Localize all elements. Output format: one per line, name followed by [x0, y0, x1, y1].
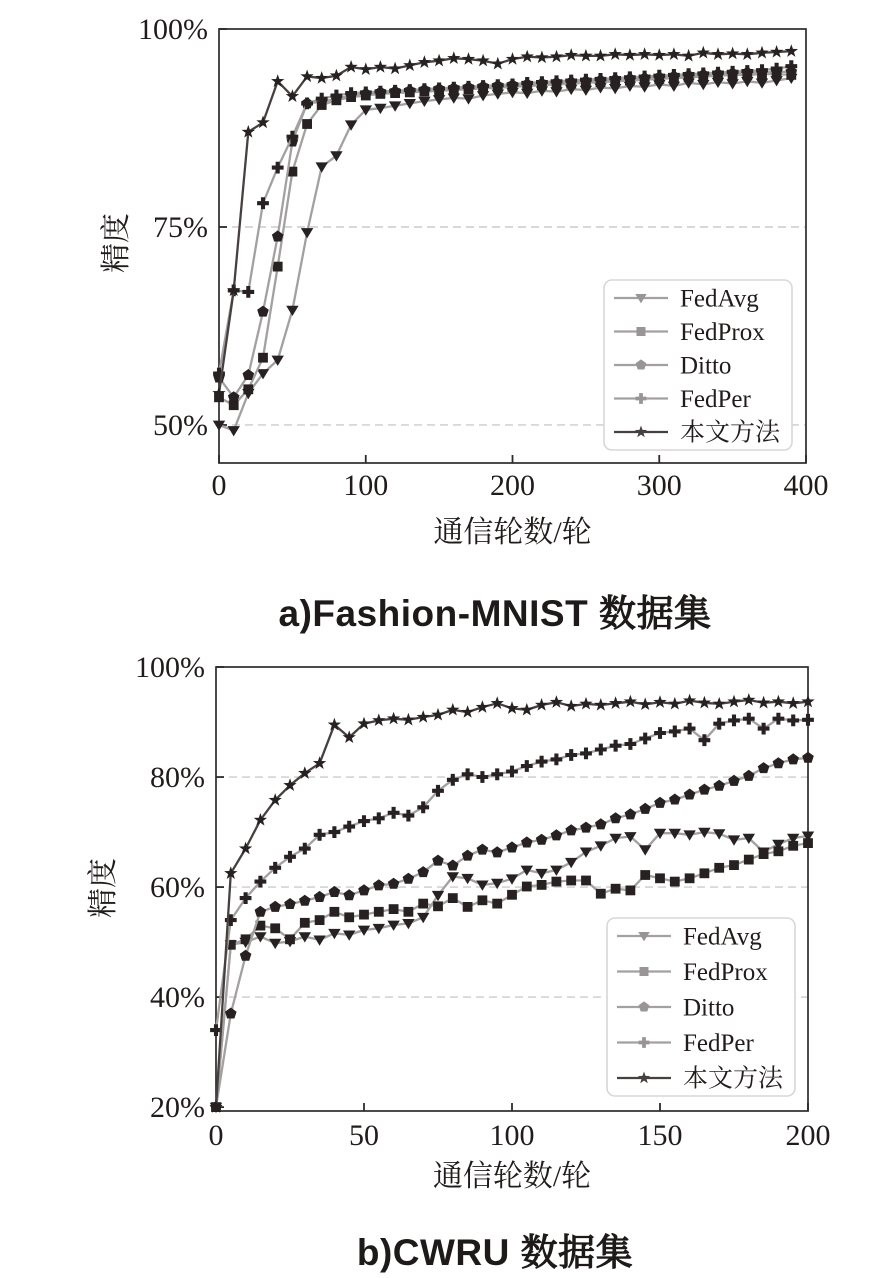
star-marker: [638, 47, 651, 60]
star-marker: [300, 70, 313, 83]
y-tick-label: 50%: [153, 408, 208, 442]
x-tick-label: 400: [783, 469, 829, 502]
square-marker: [729, 860, 739, 870]
star-marker: [447, 51, 460, 64]
triangle-down-marker: [269, 939, 281, 949]
plus-marker: [595, 744, 607, 756]
square-marker: [700, 868, 710, 878]
square-marker: [714, 863, 724, 873]
triangle-down-marker: [476, 881, 488, 891]
pentagon-marker: [787, 753, 799, 764]
plus-marker: [373, 812, 385, 824]
star-marker: [697, 46, 710, 59]
plus-marker: [654, 727, 666, 739]
pentagon-marker: [565, 824, 577, 835]
pentagon-marker: [255, 906, 267, 917]
square-marker: [359, 910, 369, 920]
square-marker: [374, 907, 384, 917]
y-tick-label: 60%: [150, 871, 205, 905]
pentagon-marker: [684, 789, 696, 800]
pentagon-marker: [536, 834, 548, 845]
x-tick-label: 200: [490, 469, 535, 502]
pentagon-marker: [343, 889, 355, 900]
plus-marker: [388, 807, 400, 819]
star-marker: [565, 699, 578, 712]
legend-label: Ditto: [683, 994, 735, 1022]
star-marker: [418, 55, 431, 68]
triangle-down-marker: [668, 82, 680, 92]
star-marker: [726, 47, 739, 60]
star-marker: [785, 44, 798, 57]
square-marker: [315, 915, 325, 925]
plus-marker: [669, 726, 681, 738]
pentagon-marker: [713, 780, 725, 791]
square-marker: [507, 890, 517, 900]
legend-label: Ditto: [680, 352, 732, 380]
x-tick-label: 100: [343, 469, 389, 502]
y-tick-label: 100%: [138, 13, 208, 46]
pentagon-marker: [447, 860, 459, 871]
square-marker: [670, 877, 680, 887]
pentagon-marker: [373, 879, 385, 890]
star-marker: [727, 695, 740, 708]
square-marker: [344, 912, 354, 922]
pentagon-marker: [477, 844, 489, 855]
square-marker: [270, 923, 280, 933]
star-marker: [667, 47, 680, 60]
pentagon-marker: [269, 901, 281, 912]
star-marker: [639, 697, 652, 710]
pentagon-marker: [699, 784, 711, 795]
square-marker: [448, 893, 458, 903]
square-marker: [566, 876, 576, 886]
plus-marker: [242, 286, 254, 298]
pentagon-marker: [639, 803, 651, 814]
square-marker: [404, 907, 414, 917]
legend-label: FedPer: [680, 386, 751, 413]
triangle-down-marker: [756, 79, 768, 89]
triangle-down-marker: [432, 891, 444, 901]
star-marker: [594, 49, 607, 62]
square-marker: [433, 901, 443, 911]
star-marker: [579, 697, 592, 710]
pentagon-marker: [491, 846, 503, 857]
square-marker: [330, 907, 340, 917]
star-marker: [770, 45, 783, 58]
pentagon-marker: [743, 770, 755, 781]
square-marker: [744, 855, 754, 865]
square-marker: [285, 934, 295, 944]
star-marker: [491, 696, 504, 709]
triangle-down-marker: [639, 845, 651, 855]
square-marker: [611, 884, 621, 894]
plus-marker: [358, 815, 370, 827]
square-marker: [640, 870, 650, 880]
pentagon-marker: [625, 808, 637, 819]
triangle-down-marker: [565, 858, 577, 868]
pentagon-marker: [299, 895, 311, 906]
star-marker: [403, 58, 416, 71]
star-marker: [315, 71, 328, 84]
plus-marker: [272, 162, 284, 174]
pentagon-marker: [432, 855, 444, 866]
square-marker: [418, 899, 428, 909]
plus-marker: [580, 748, 592, 760]
star-marker: [550, 50, 563, 63]
square-marker: [774, 846, 784, 856]
triangle-down-marker: [286, 306, 298, 316]
star-marker: [239, 842, 252, 855]
pentagon-marker: [669, 794, 681, 805]
y-tick-label: 100%: [135, 651, 205, 684]
square-marker: [492, 899, 502, 909]
pentagon-marker: [243, 369, 255, 380]
square-marker: [389, 904, 399, 914]
star-marker: [711, 47, 724, 60]
star-marker: [330, 69, 343, 82]
plus-marker: [257, 197, 269, 209]
pentagon-marker: [551, 829, 563, 840]
star-marker: [683, 694, 696, 707]
pentagon-marker: [225, 1008, 237, 1019]
pentagon-marker: [521, 836, 533, 847]
legend-label: FedProx: [680, 319, 765, 346]
star-marker: [431, 708, 444, 721]
star-marker: [609, 47, 622, 60]
y-tick-label: 75%: [153, 210, 208, 244]
caption-cwru-dataset: b)CWRU 数据集: [356, 1232, 634, 1273]
plus-marker: [521, 760, 533, 772]
star-marker: [402, 713, 415, 726]
square-marker: [273, 262, 283, 272]
star-marker: [668, 697, 681, 710]
legend-fashion_mnist: [604, 280, 792, 450]
plus-marker: [536, 756, 548, 768]
x-tick-label: 0: [211, 469, 227, 502]
pentagon-marker: [595, 818, 607, 829]
x-axis-label: 通信轮数/轮: [432, 1160, 592, 1193]
legend-label: 本文方法: [683, 1065, 784, 1093]
pentagon-marker: [506, 841, 518, 852]
square-marker: [626, 886, 636, 896]
x-tick-label: 0: [208, 1119, 224, 1152]
triangle-down-marker: [343, 931, 355, 941]
square-marker: [788, 841, 798, 851]
star-marker: [446, 703, 459, 716]
pentagon-marker: [610, 812, 622, 823]
star-marker: [741, 47, 754, 60]
square-marker: [552, 877, 562, 887]
star-marker: [505, 701, 518, 714]
star-marker: [476, 700, 489, 713]
star-marker: [461, 705, 474, 718]
y-tick-label: 80%: [150, 761, 205, 795]
square-marker: [803, 838, 813, 848]
pentagon-marker: [403, 873, 415, 884]
legend-label: FedAvg: [680, 285, 759, 313]
star-marker: [374, 60, 387, 73]
plus-marker: [403, 810, 415, 822]
x-tick-label: 300: [636, 469, 682, 502]
pentagon-marker: [358, 884, 370, 895]
star-marker: [594, 698, 607, 711]
triangle-down-marker: [683, 830, 695, 840]
triangle-down-marker: [228, 426, 240, 436]
square-marker: [300, 918, 310, 928]
x-tick-label: 100: [489, 1119, 535, 1152]
pentagon-marker: [272, 230, 284, 241]
plus-marker: [477, 771, 489, 783]
square-icon: [636, 327, 645, 336]
star-marker: [462, 52, 475, 65]
star-marker: [476, 54, 489, 67]
plus-marker: [610, 740, 622, 752]
triangle-down-marker: [609, 834, 621, 844]
plus-marker: [728, 715, 740, 727]
star-marker: [506, 52, 519, 65]
star-marker: [653, 695, 666, 708]
pentagon-marker: [758, 762, 770, 773]
star-marker: [713, 697, 726, 710]
square-marker: [243, 384, 253, 394]
plus-marker: [639, 733, 651, 745]
plus-marker: [565, 749, 577, 761]
square-marker: [655, 873, 665, 883]
pentagon-marker: [802, 752, 814, 763]
square-marker: [258, 353, 268, 363]
square-marker: [596, 889, 606, 899]
star-marker: [491, 57, 504, 70]
star-marker: [755, 46, 768, 59]
triangle-down-marker: [345, 120, 357, 130]
pentagon-marker: [388, 878, 400, 889]
legend-cwru: [607, 918, 795, 1096]
triangle-down-marker: [301, 228, 313, 238]
star-marker: [535, 698, 548, 711]
x-tick-label: 200: [785, 1119, 831, 1152]
star-marker: [520, 703, 533, 716]
triangle-down-marker: [697, 80, 709, 90]
legend-label: FedAvg: [683, 923, 762, 951]
plus-marker: [802, 714, 814, 726]
pentagon-marker: [314, 891, 326, 902]
star-marker: [698, 696, 711, 709]
legend-label: 本文方法: [680, 419, 781, 447]
y-tick-label: 20%: [150, 1091, 205, 1125]
square-marker: [685, 873, 695, 883]
x-tick-label: 150: [637, 1119, 683, 1152]
y-axis-label: 精度: [100, 213, 133, 273]
star-marker: [387, 712, 400, 725]
star-marker: [432, 54, 445, 67]
plus-marker: [787, 715, 799, 727]
pentagon-marker: [257, 306, 269, 317]
star-marker: [535, 51, 548, 64]
triangle-down-marker: [535, 869, 547, 879]
square-icon: [639, 967, 648, 976]
square-marker: [478, 895, 488, 905]
triangle-down-marker: [316, 162, 328, 172]
plus-marker: [491, 768, 503, 780]
plus-marker: [301, 98, 313, 110]
pentagon-marker: [773, 757, 785, 768]
star-marker: [388, 62, 401, 75]
star-marker: [609, 696, 622, 709]
plus-marker: [551, 754, 563, 766]
square-marker: [581, 876, 591, 886]
star-marker: [579, 49, 592, 62]
star-marker: [757, 696, 770, 709]
star-marker: [521, 50, 534, 63]
square-marker: [302, 119, 312, 129]
pentagon-marker: [284, 898, 296, 909]
pentagon-marker: [462, 850, 474, 861]
square-marker: [759, 849, 769, 859]
square-marker: [537, 880, 547, 890]
plus-marker: [462, 768, 474, 780]
star-marker: [417, 710, 430, 723]
chart-cwru: [87, 651, 831, 1193]
y-axis-label: 精度: [87, 858, 120, 918]
legend-label: FedProx: [683, 959, 768, 986]
plus-marker: [506, 766, 518, 778]
plus-marker: [625, 738, 637, 750]
x-axis-label: 通信轮数/轮: [433, 516, 592, 549]
square-marker: [522, 882, 532, 892]
pentagon-marker: [580, 822, 592, 833]
star-marker: [550, 695, 563, 708]
triangle-down-marker: [728, 835, 740, 845]
square-marker: [463, 902, 473, 912]
star-marker: [372, 713, 385, 726]
star-marker: [653, 48, 666, 61]
star-marker: [742, 693, 755, 706]
x-tick-label: 50: [349, 1119, 379, 1152]
triangle-down-marker: [726, 79, 738, 89]
star-marker: [772, 695, 785, 708]
triangle-down-marker: [313, 936, 325, 946]
plus-marker: [343, 821, 355, 833]
star-marker: [623, 48, 636, 61]
star-marker: [565, 48, 578, 61]
star-marker: [682, 49, 695, 62]
chart-fashion_mnist: [100, 13, 829, 549]
star-marker: [624, 695, 637, 708]
plus-marker: [329, 826, 341, 838]
star-marker: [359, 62, 372, 75]
pentagon-marker: [654, 797, 666, 808]
legend-label: FedPer: [683, 1030, 754, 1057]
caption-fashion-mnist-dataset: a)Fashion-MNIST 数据集: [278, 593, 712, 634]
star-marker: [787, 696, 800, 709]
y-tick-label: 40%: [150, 981, 205, 1015]
pentagon-marker: [240, 950, 252, 961]
